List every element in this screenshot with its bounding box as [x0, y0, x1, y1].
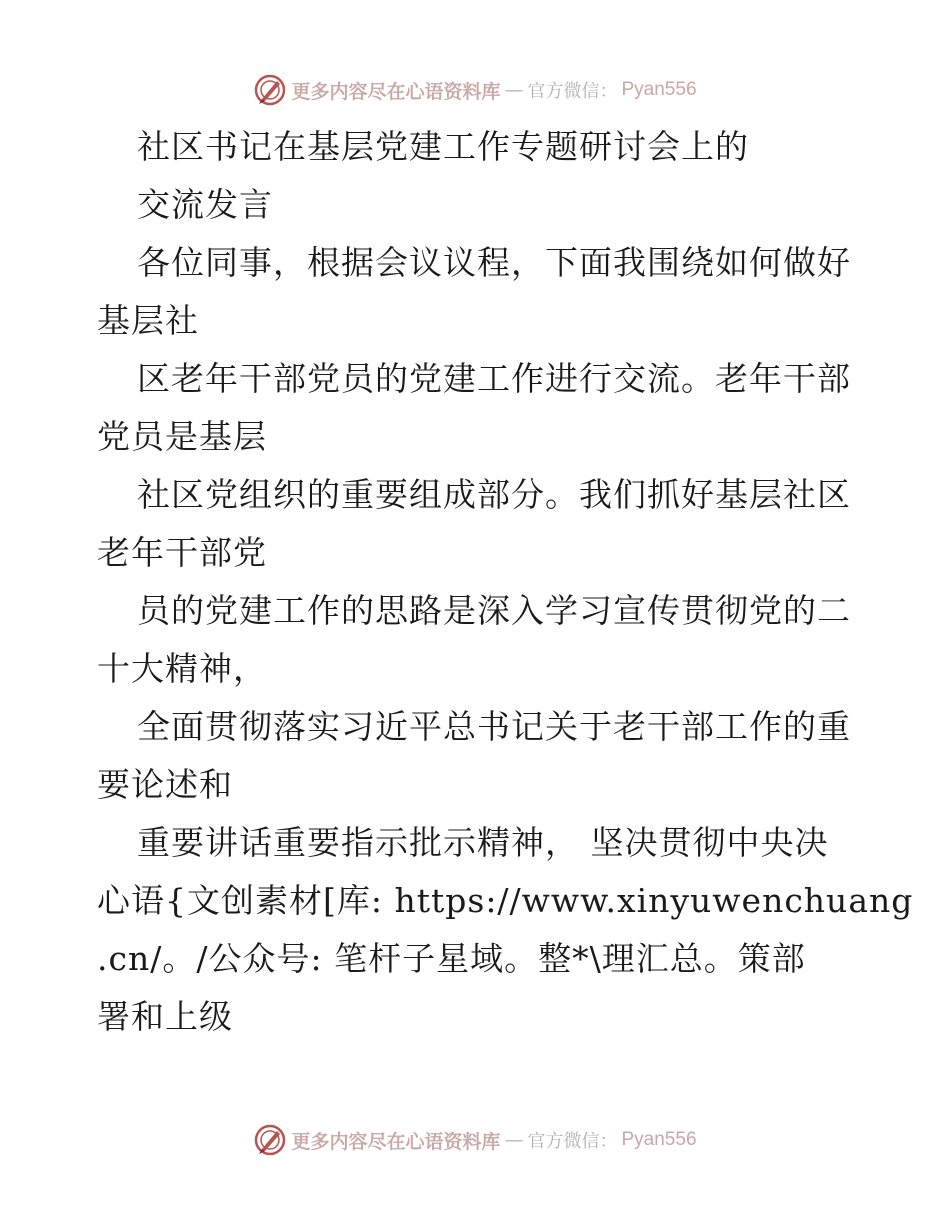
- watermark-site-text: 更多内容尽在心语资料库: [291, 80, 501, 103]
- quill-pen-logo-icon: [253, 1123, 287, 1157]
- watermark-wechat-id: Pyan556: [621, 79, 697, 100]
- watermark-wechat-id: Pyan556: [621, 1129, 697, 1150]
- doc-line: 社区党组织的重要组成部分。我们抓好基层社区: [137, 475, 851, 514]
- quill-pen-logo-icon: [253, 73, 287, 107]
- doc-line: 全面贯彻落实习近平总书记关于老干部工作的重: [137, 707, 851, 746]
- watermark-site-text: 更多内容尽在心语资料库: [291, 1130, 501, 1153]
- doc-line: 要论述和: [97, 765, 233, 804]
- doc-line: 十大精神，: [97, 649, 267, 688]
- watermark-label: 官方微信：: [527, 81, 618, 102]
- doc-line: 重要讲话重要指示批示精神， 坚决贯彻中央决: [137, 823, 829, 862]
- doc-line: 党员是基层: [97, 417, 267, 456]
- doc-line: 社区书记在基层党建工作专题研讨会上的: [137, 127, 749, 166]
- doc-line: 心语{文创素材[库: https://www.xinyuwenchuang: [97, 881, 914, 920]
- doc-line: 基层社: [97, 301, 199, 340]
- doc-line: 老年干部党: [97, 533, 267, 572]
- footer-watermark: [0, 1120, 950, 1160]
- doc-line: .cn/。/公众号: 笔杆子星域。整*\理汇总。策部: [97, 939, 806, 978]
- doc-line: 区老年干部党员的党建工作进行交流。老年干部: [137, 359, 851, 398]
- watermark-label: 官方微信：: [527, 1131, 618, 1152]
- watermark-separator: —: [504, 1129, 524, 1151]
- watermark-separator: —: [504, 79, 524, 101]
- doc-line: 署和上级: [97, 997, 233, 1036]
- doc-line: 交流发言: [137, 185, 273, 224]
- header-watermark: [0, 70, 950, 110]
- doc-line: 员的党建工作的思路是深入学习宣传贯彻党的二: [137, 591, 851, 630]
- doc-line: 各位同事，根据会议议程，下面我围绕如何做好: [137, 243, 851, 282]
- document-body: [97, 118, 914, 1046]
